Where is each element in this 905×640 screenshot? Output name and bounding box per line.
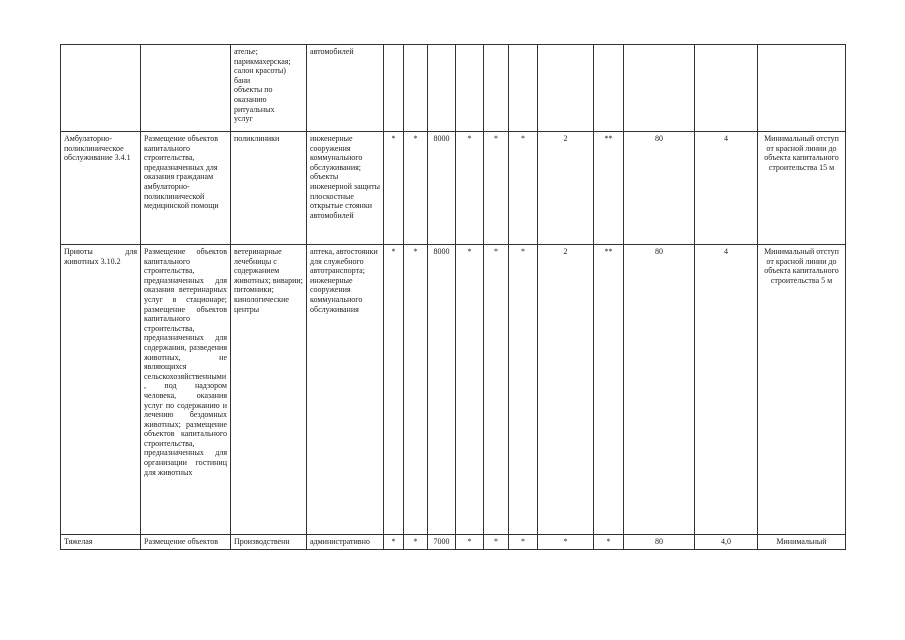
cell-auxiliary-use: автомобилей <box>307 45 384 132</box>
cell-param-10: 4 <box>695 132 758 245</box>
cell-note: Минимальный отступ от красной линии до объекта капитального строительства 15 м <box>758 132 846 245</box>
cell-param-6 <box>509 45 538 132</box>
cell-name: Приюты для животных 3.10.2 <box>61 245 141 535</box>
cell-param-4 <box>456 45 484 132</box>
cell-auxiliary-use: аптека, автостоянки для служебного автотранспорта; инженерные сооружения коммунального обслуживания <box>307 245 384 535</box>
cell-param-1: * <box>384 535 404 550</box>
cell-description: Размещение объектов <box>141 535 231 550</box>
cell-param-3: 7000 <box>428 535 456 550</box>
cell-param-2: * <box>404 132 428 245</box>
cell-param-1: * <box>384 245 404 535</box>
cell-main-use: ветеринарные лечебницы с содержанием животных; виварии; питомники; кинологические центры <box>231 245 307 535</box>
cell-param-8: * <box>594 535 624 550</box>
cell-param-7 <box>538 45 594 132</box>
cell-param-3: 8000 <box>428 245 456 535</box>
cell-param-2: * <box>404 245 428 535</box>
cell-auxiliary-use: инженерные сооружения коммунального обслуживания; объекты инженерной защиты плоскостные открытые стоянки автомобилей <box>307 132 384 245</box>
cell-param-6: * <box>509 132 538 245</box>
cell-param-5 <box>484 45 509 132</box>
cell-note <box>758 45 846 132</box>
table-row <box>61 245 846 535</box>
cell-param-7: 2 <box>538 245 594 535</box>
cell-description: Размещение объектов капитального строительства, предназначенных для оказания гражданам амбулаторно-поликлинической медицинской помощи <box>141 132 231 245</box>
cell-note: Минимальный отступ от красной линии до объекта капитального строительства 5 м <box>758 245 846 535</box>
cell-name: Амбулаторно-поликлиническое обслуживание 3.4.1 <box>61 132 141 245</box>
cell-param-8: ** <box>594 245 624 535</box>
cell-param-5: * <box>484 132 509 245</box>
cell-param-10: 4 <box>695 245 758 535</box>
cell-param-5: * <box>484 535 509 550</box>
cell-main-use: Производственн <box>231 535 307 550</box>
cell-param-4: * <box>456 245 484 535</box>
table-row <box>61 45 846 132</box>
table-row <box>61 535 846 550</box>
cell-main-use: ателье; парикмахерская; салон красоты) бани объекты по оказанию ритуальных услуг <box>231 45 307 132</box>
cell-param-1 <box>384 45 404 132</box>
cell-param-2 <box>404 45 428 132</box>
cell-param-7: 2 <box>538 132 594 245</box>
cell-note: Минимальный <box>758 535 846 550</box>
cell-param-4: * <box>456 132 484 245</box>
cell-param-3 <box>428 45 456 132</box>
cell-param-9: 80 <box>624 245 695 535</box>
cell-auxiliary-use: административно <box>307 535 384 550</box>
cell-param-9 <box>624 45 695 132</box>
cell-param-10: 4,0 <box>695 535 758 550</box>
cell-param-5: * <box>484 245 509 535</box>
cell-name <box>61 45 141 132</box>
cell-description: Размещение объектов капитального строительства, предназначенных для оказания ветеринарных услуг в стационаре; размещение объектов капитального строительства, предназначенных для содержания, разведения животных, не являющихся сельскохозяйственными, под надзором человека, оказания услуг по содержанию и лечению бездомных животных; размещение объектов капитального строительства, предназначенных для организации гостиниц для животных <box>141 245 231 535</box>
cell-param-8: ** <box>594 132 624 245</box>
cell-param-9: 80 <box>624 132 695 245</box>
cell-param-10 <box>695 45 758 132</box>
table-row <box>61 132 846 245</box>
cell-param-3: 8000 <box>428 132 456 245</box>
cell-param-1: * <box>384 132 404 245</box>
cell-param-8 <box>594 45 624 132</box>
cell-param-7: * <box>538 535 594 550</box>
cell-param-6: * <box>509 245 538 535</box>
cell-param-6: * <box>509 535 538 550</box>
cell-param-9: 80 <box>624 535 695 550</box>
cell-param-2: * <box>404 535 428 550</box>
cell-description <box>141 45 231 132</box>
cell-name: Тяжелая <box>61 535 141 550</box>
zoning-table <box>60 44 846 550</box>
cell-main-use: поликлиники <box>231 132 307 245</box>
cell-param-4: * <box>456 535 484 550</box>
